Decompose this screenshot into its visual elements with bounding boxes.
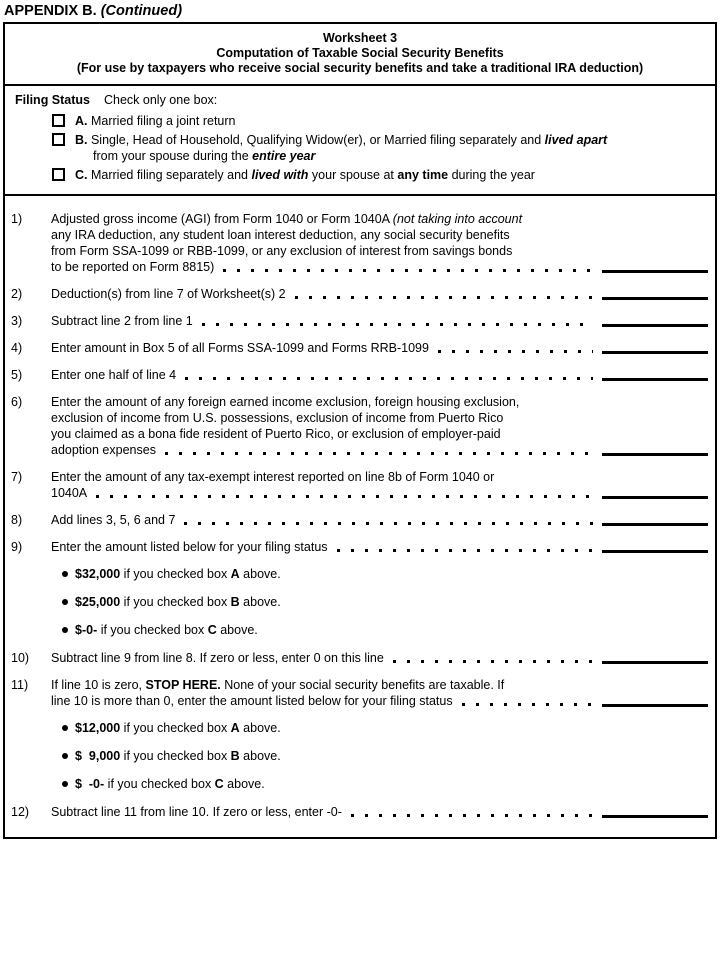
item-number: 12) — [11, 805, 30, 819]
text-segment: $12,000 — [75, 721, 121, 735]
text-segment: Add lines 3, 5, 6 and 7 — [51, 513, 176, 527]
dot-leader — [295, 296, 593, 299]
option-text-line — [75, 148, 607, 164]
worksheet-box — [3, 22, 717, 839]
worksheet-item-1 — [5, 211, 715, 275]
text-segment: lived with — [251, 168, 309, 182]
amount-entry-line-10[interactable] — [602, 661, 708, 664]
bullet-text — [75, 748, 281, 764]
worksheet-item-3 — [5, 313, 715, 329]
text-segment: $ 9,000 — [75, 749, 121, 763]
item-number: 6) — [11, 395, 23, 409]
text-segment: A — [230, 721, 240, 735]
text-segment: $ -0- — [75, 777, 105, 791]
item-text-line — [51, 512, 602, 528]
item-text-line — [51, 227, 602, 243]
worksheet-title-line-2: Computation of Taxable Social Security Benefits — [216, 46, 504, 60]
text-segment: if you checked box — [120, 721, 231, 735]
text-segment: lived apart — [544, 133, 608, 147]
text-segment: C — [207, 623, 217, 637]
item-text-line — [51, 243, 602, 259]
text-segment: if you checked box — [97, 623, 208, 637]
dot-leader — [184, 522, 593, 525]
item-text — [51, 512, 602, 528]
text-segment: you claimed as a bona fide resident of Puerto Rico, or exclusion of employer-paid — [51, 427, 501, 441]
text-segment: Enter the amount listed below for your filing status — [51, 540, 328, 554]
item-text-last — [51, 286, 286, 302]
item-text-line — [51, 394, 602, 410]
worksheet-item-4 — [5, 340, 715, 356]
item-text-line — [51, 539, 602, 555]
item-text — [51, 469, 602, 501]
text-segment: Enter the amount of any foreign earned income exclusion, foreign housing exclusion, — [51, 395, 520, 409]
item-text-last — [51, 693, 453, 709]
text-segment: above. — [239, 749, 281, 763]
text-segment: Married filing separately and — [87, 168, 252, 182]
text-segment: B — [230, 595, 240, 609]
filing-status-option-a — [15, 113, 705, 129]
text-segment: if you checked box — [104, 777, 215, 791]
bullet-item — [62, 622, 715, 638]
dot-leader — [202, 323, 593, 326]
item-text-line — [51, 340, 602, 356]
item-text — [51, 804, 602, 820]
worksheet-item-7 — [5, 469, 715, 501]
item-text-last — [51, 650, 384, 666]
text-segment: entire year — [252, 149, 316, 163]
item-text — [51, 394, 602, 458]
bullet-item — [62, 566, 715, 582]
option-text-line — [75, 167, 535, 183]
item-text-line — [51, 485, 602, 501]
dot-leader — [393, 660, 593, 663]
item-text-line — [51, 286, 602, 302]
text-segment: B. — [75, 133, 88, 147]
filing-status-options — [15, 113, 705, 183]
text-segment: (Continued) — [100, 3, 183, 19]
amount-entry-line-7[interactable] — [602, 496, 708, 499]
item-text — [51, 367, 602, 383]
worksheet-item-11 — [5, 677, 715, 709]
item-text-last — [51, 340, 429, 356]
item-number: 5) — [11, 368, 23, 382]
bullet-item — [62, 720, 715, 736]
worksheet-rows — [5, 211, 715, 820]
text-segment: (not taking into account — [392, 212, 523, 226]
text-segment: if you checked box — [120, 749, 231, 763]
bullet-icon — [62, 627, 68, 633]
amount-entry-line-8[interactable] — [602, 523, 708, 526]
item-text-last — [51, 539, 328, 555]
amount-entry-line-3[interactable] — [602, 324, 708, 327]
text-segment: any time — [397, 168, 449, 182]
item-text — [51, 340, 602, 356]
text-segment: $25,000 — [75, 595, 121, 609]
filing-status-option-text — [75, 113, 235, 129]
bullet-icon — [62, 571, 68, 577]
option-text-line — [75, 132, 607, 148]
text-segment: 1040A — [51, 486, 88, 500]
item-text-last — [51, 442, 156, 458]
amount-entry-line-2[interactable] — [602, 297, 708, 300]
bullet-text — [75, 776, 265, 792]
dot-leader — [165, 452, 593, 455]
item-number: 10) — [11, 651, 30, 665]
amount-entry-line-1[interactable] — [602, 270, 708, 273]
item-text-last — [51, 259, 214, 275]
text-segment: any IRA deduction, any student loan interest deduction, any social security benefits — [51, 228, 510, 242]
text-segment: Enter amount in Box 5 of all Forms SSA-1099 and Forms RRB-1099 — [51, 341, 429, 355]
text-segment: during the year — [448, 168, 535, 182]
filing-status-instruction: Check only one box: — [104, 93, 218, 107]
item-number: 1) — [11, 212, 23, 226]
item-text — [51, 313, 602, 329]
text-segment: above. — [239, 595, 281, 609]
text-segment: above. — [239, 721, 281, 735]
text-segment: Deduction(s) from line 7 of Worksheet(s) 2 — [51, 287, 286, 301]
bullet-item — [62, 776, 715, 792]
dot-leader — [185, 377, 593, 380]
filing-status-checkbox-a[interactable] — [52, 114, 65, 127]
item-text-line — [51, 367, 602, 383]
bullet-icon — [62, 599, 68, 605]
item-number: 8) — [11, 513, 23, 527]
text-segment: Enter the amount of any tax-exempt interest reported on line 8b of Form 1040 or — [51, 470, 495, 484]
filing-status-option-c — [15, 167, 705, 183]
item-number: 2) — [11, 287, 23, 301]
text-segment: exclusion of income from U.S. possessions, exclusion of income from Puerto Rico — [51, 411, 504, 425]
text-segment: Subtract line 2 from line 1 — [51, 314, 193, 328]
item-number: 9) — [11, 540, 23, 554]
worksheet-item-5 — [5, 367, 715, 383]
item-text — [51, 650, 602, 666]
item-number: 11) — [11, 678, 29, 692]
text-segment: if you checked box — [120, 567, 231, 581]
filing-status-option-text — [75, 167, 535, 183]
text-segment: Single, Head of Household, Qualifying Widow(er), or Married filing separately and — [87, 133, 545, 147]
text-segment: If line 10 is zero, — [51, 678, 146, 692]
text-segment: above. — [223, 777, 265, 791]
text-segment: A. — [75, 114, 88, 128]
amount-entry-line-6[interactable] — [602, 453, 708, 456]
item-number: 7) — [11, 470, 23, 484]
item-text-line — [51, 410, 602, 426]
filing-status-checkbox-c[interactable] — [52, 168, 65, 181]
item-number: 4) — [11, 341, 23, 355]
text-segment: adoption expenses — [51, 443, 156, 457]
worksheet-title — [5, 24, 715, 86]
item-number: 3) — [11, 314, 23, 328]
bullet-item — [62, 594, 715, 610]
text-segment: $32,000 — [75, 567, 121, 581]
item-text-line — [51, 677, 602, 693]
filing-status-header — [15, 92, 705, 108]
text-segment: your spouse at — [308, 168, 398, 182]
item-text — [51, 677, 602, 709]
dot-leader — [223, 269, 593, 272]
item-text-line — [51, 259, 602, 275]
worksheet-lines-section — [5, 196, 715, 837]
bullet-text — [75, 720, 281, 736]
bullet-item — [62, 748, 715, 764]
text-segment: if you checked box — [120, 595, 231, 609]
amount-entry-line-4[interactable] — [602, 351, 708, 354]
item-text-line — [51, 442, 602, 458]
worksheet-item-12 — [5, 804, 715, 820]
text-segment: Adjusted gross income (AGI) from Form 1040 or Form 1040A — [51, 212, 393, 226]
text-segment: B — [230, 749, 240, 763]
item-text-line — [51, 469, 602, 485]
bullet-icon — [62, 781, 68, 787]
worksheet-item-2 — [5, 286, 715, 302]
bullet-text — [75, 594, 281, 610]
text-segment: above. — [216, 623, 258, 637]
option-text-line — [75, 113, 235, 129]
text-segment: A — [230, 567, 240, 581]
text-segment: to be reported on Form 8815) — [51, 260, 215, 274]
text-segment: None of your social security benefits are taxable. If — [220, 678, 505, 692]
dot-leader — [351, 814, 593, 817]
text-segment: Married filing a joint return — [87, 114, 236, 128]
amount-entry-line-11[interactable] — [602, 704, 708, 707]
text-segment: STOP HERE. — [145, 678, 221, 692]
filing-status-section — [5, 86, 715, 196]
item-text-line — [51, 211, 602, 227]
filing-status-checkbox-b[interactable] — [52, 133, 65, 146]
bullet-icon — [62, 725, 68, 731]
appendix-title — [0, 0, 725, 19]
text-segment: Enter one half of line 4 — [51, 368, 177, 382]
text-segment: C — [214, 777, 224, 791]
text-segment: Subtract line 9 from line 8. If zero or less, enter 0 on this line — [51, 651, 384, 665]
dot-leader — [462, 703, 593, 706]
item-text-last — [51, 512, 175, 528]
item-text — [51, 211, 602, 275]
text-segment: $-0- — [75, 623, 98, 637]
item-text — [51, 539, 602, 555]
filing-status-option-text — [75, 132, 607, 164]
item-text-last — [51, 804, 342, 820]
amount-entry-line-5[interactable] — [602, 378, 708, 381]
worksheet-title-line-1: Worksheet 3 — [322, 31, 398, 45]
text-segment: Subtract line 11 from line 10. If zero or less, enter -0- — [51, 805, 342, 819]
text-segment: above. — [239, 567, 281, 581]
dot-leader — [96, 495, 593, 498]
item-text-line — [51, 313, 602, 329]
text-segment: line 10 is more than 0, enter the amount listed below for your filing status — [51, 694, 453, 708]
amount-entry-line-9[interactable] — [602, 550, 708, 553]
item-text-last — [51, 485, 87, 501]
dot-leader — [337, 549, 593, 552]
text-segment: C. — [75, 168, 88, 182]
item-text-line — [51, 693, 602, 709]
worksheet-item-8 — [5, 512, 715, 528]
worksheet-item-9 — [5, 539, 715, 555]
item-text-line — [51, 426, 602, 442]
worksheet-title-line-3: (For use by taxpayers who receive social security benefits and take a traditional IRA deduction) — [76, 61, 644, 75]
text-segment: APPENDIX B. — [4, 3, 101, 19]
worksheet-item-10 — [5, 650, 715, 666]
amount-entry-line-12[interactable] — [602, 815, 708, 818]
text-segment: from Form SSA-1099 or RBB-1099, or any exclusion of interest from savings bonds — [51, 244, 513, 258]
dot-leader — [438, 350, 593, 353]
bullet-icon — [62, 753, 68, 759]
item-text-last — [51, 367, 176, 383]
worksheet-item-6 — [5, 394, 715, 458]
item-text-line — [51, 804, 602, 820]
item-text-last — [51, 313, 193, 329]
bullet-text — [75, 566, 281, 582]
filing-status-label: Filing Status — [15, 93, 90, 107]
text-segment: from your spouse during the — [93, 149, 253, 163]
item-text-line — [51, 650, 602, 666]
item-text — [51, 286, 602, 302]
filing-status-option-b — [15, 132, 705, 164]
bullet-text — [75, 622, 258, 638]
